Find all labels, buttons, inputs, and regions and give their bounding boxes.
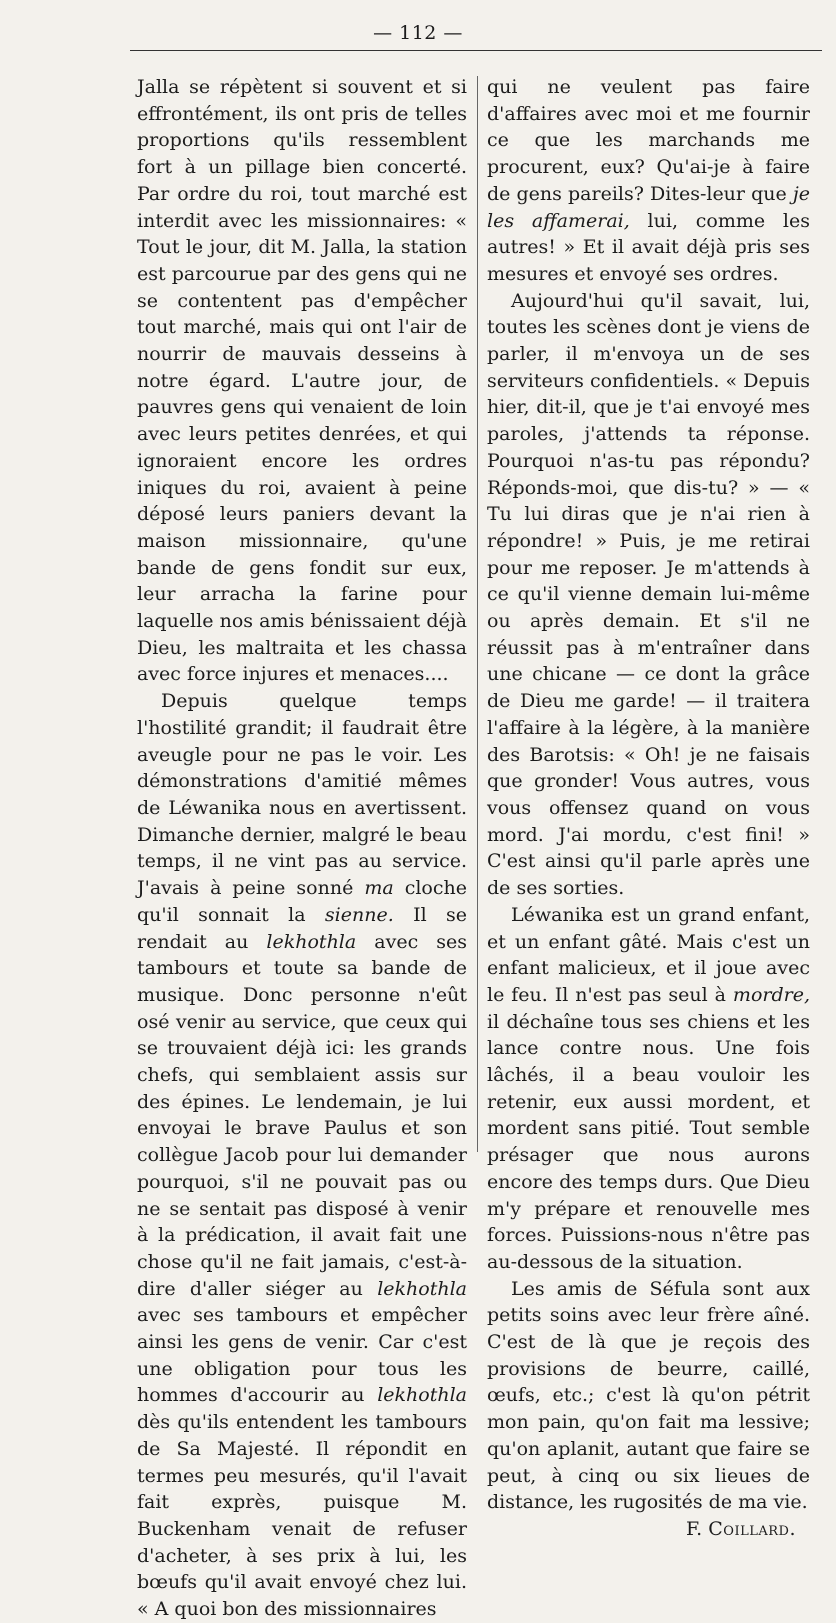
text-run: il déchaîne tous ses chiens et les lance contre nous. Une fois lâchés, il a beau vouloir les retenir, eux aussi mordent, et mordent sans pitié. Tout semble présager que nous aurons encore des temps durs. Que Dieu m'y prépare et renouvelle mes forces. Puissions-nous n'être pas au-dessous de la situation. <box>487 1010 810 1273</box>
italic-run: sienne. <box>324 903 394 926</box>
page-number: — 112 — <box>373 22 463 44</box>
left-column <box>137 74 467 1623</box>
right-paragraph-4: Les amis de Séfula sont aux petits soins avec leur frère aîné. C'est de là que je reçois des provisions de beurre, caillé, œufs, etc.; c'est là qu'on pétrit mon pain, qu'on fait ma lessive; qu'on aplanit, autant que faire se peut, à cinq ou six lieues de distance, les rugosités de ma vie. <box>487 1277 810 1514</box>
text-run: Jalla se répètent si souvent et si effrontément, ils ont pris de telles proportions qu'ils ressemblent fort à un pillage bien concerté. Par ordre du roi, tout marché est interdit avec les missionnaires: « Tout le jour, dit M. Jalla, la station est parcourue par des gens qui ne se contentent pas d'empêcher tout marché, mais qui ont l'air de nourrir de mauvais desseins à notre égard. L'autre jour, de pauvres gens qui venaient de loin avec leurs petites denrées, et qui ignoraient encore les ordres iniques du roi, avaient à peine déposé leurs paniers devant la maison missionnaire, qu'une bande de gens fondit sur eux, leur arracha la farine pour laquelle nos amis bénissaient déjà Dieu, les maltraita et les chassa avec force injures et menaces.... <box>137 76 467 686</box>
italic-run: je les affamerai, <box>487 182 810 232</box>
italic-run: lekhothla <box>266 930 357 953</box>
text-run: Il se rendait au <box>137 903 467 953</box>
text-run: avec ses tambours et empêcher ainsi les gens de venir. Car c'est une obligation pour tous les hommes d'accourir au <box>137 1304 467 1407</box>
text-run: Depuis quelque temps l'hostilité grandit; il faudrait être aveugle pour ne pas le voir. Les démonstrations d'amitié mêmes de Léwanika nous en avertissent. Dimanche dernier, malgré le beau temps, il ne vint pas au service. J'avais à peine sonné <box>137 690 467 900</box>
left-paragraph-2 <box>137 688 467 1623</box>
italic-run: lekhothla <box>377 1277 467 1300</box>
text-run: lui, comme les autres! » Et il avait déjà pris ses mesures et envoyé ses ordres. <box>487 209 810 285</box>
right-paragraph-2: Aujourd'hui qu'il savait, lui, toutes les scènes dont je viens de parler, il m'envoya un de ses serviteurs confidentiels. « Depuis hier, dit-il, que je t'ai envoyé mes paroles, j'attends ta réponse. Pourquoi n'as-tu pas répondu? Réponds-moi, que dis-tu? » — « Tu lui diras que je n'ai rien à répondre! » Puis, je me retirai pour me reposer. Je m'attends à ce qu'il vienne demain lui-même ou après demain. Et s'il ne réussit pas à m'entraîner dans une chicane — ce dont la grâce de Dieu me garde! — il traitera l'affaire à la légère, à la manière des Barotsis: « Oh! je ne faisais que gronder! Vous autres, vous vous offensez quand on vous mord. J'ai mordu, c'est fini! » C'est ainsi qu'il parle après une de ses sorties. <box>487 289 810 900</box>
signature-initial: F. <box>685 1517 709 1540</box>
header-rule <box>130 50 822 51</box>
right-paragraph-1 <box>487 74 810 288</box>
signature <box>487 1516 810 1543</box>
text-run: Léwanika est un grand enfant, et un enfant gâté. Mais c'est un enfant malicieux, et il joue avec le feu. Il n'est pas seul à <box>487 903 810 1006</box>
italic-run: lekhothla <box>377 1384 467 1407</box>
italic-run: mordre, <box>732 983 810 1006</box>
text-run: cloche qu'il sonnait la <box>137 877 467 926</box>
text-run: qui ne veulent pas faire d'affaires avec moi et me fournir ce que les marchands me procurent, eux? Qu'ai-je à faire de gens pareils? Dites-leur que <box>487 76 810 205</box>
right-paragraph-3 <box>487 902 810 1276</box>
left-paragraph-1 <box>137 74 467 688</box>
italic-run: ma <box>364 877 394 900</box>
column-divider <box>477 76 478 1152</box>
signature-name: Coillard. <box>708 1517 796 1540</box>
text-run: avec ses tambours et toute sa bande de musique. Donc personne n'eût osé venir au service, que ceux qui se trouvaient déjà ici: les grands chefs, qui semblaient assis sur des épines. Le lendemain, je lui envoyai le brave Paulus et son collègue Jacob pour lui demander pourquoi, s'il ne pouvait pas ou ne se sentait pas disposé à venir à la prédication, il avait fait une chose qu'il ne fait jamais, c'est-à-dire d'aller siéger au <box>137 930 467 1300</box>
right-column <box>487 74 810 1543</box>
text-run: dès qu'ils entendent les tambours de Sa Majesté. Il répondit en termes peu mesurés, qu'il l'avait fait exprès, puisque M. Buckenham venait de refuser d'acheter, à ses prix à lui, les bœufs qu'il avait envoyé chez lui. « A quoi bon des missionnaires <box>137 1411 467 1621</box>
